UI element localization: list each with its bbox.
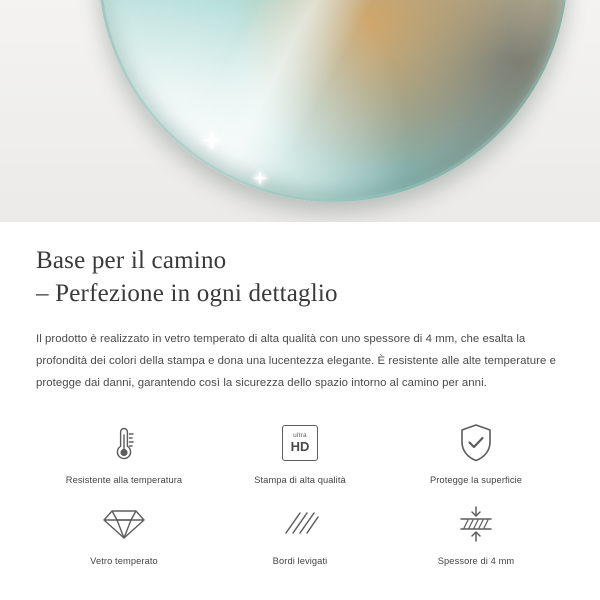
description-paragraph: Il prodotto è realizzato in vetro temperato di alta qualità con uno spessore di 4 mm, che esalta la profondità dei colori della stampa e dona una lucentezza elegante. È resistente alle alte temperature e protegge dai danni, garantendo così la sicurezza dello spazio intorno al camino per anni. <box>36 333 556 389</box>
headline-line-1: Base per il camino <box>36 247 227 274</box>
shield-check-icon <box>456 420 496 466</box>
round-glass-panel <box>98 0 568 202</box>
feature-item-thickness <box>388 501 564 566</box>
feature-item-tempered-glass <box>36 501 212 566</box>
diamond-icon <box>103 501 145 547</box>
thermometer-icon <box>105 420 143 466</box>
feature-item-print-quality <box>212 420 388 485</box>
feature-item-polished-edges <box>212 501 388 566</box>
feature-label: Spessore di 4 mm <box>437 556 515 566</box>
feature-grid <box>36 420 564 566</box>
page-title <box>36 222 564 310</box>
ultra-hd-icon <box>282 420 318 466</box>
thickness-arrows-icon <box>455 501 497 547</box>
ultra-hd-badge-bottom: HD <box>290 439 310 455</box>
content-area <box>0 222 600 566</box>
hero-image <box>0 0 600 222</box>
polished-edges-icon <box>280 501 320 547</box>
feature-label: Resistente alla temperatura <box>65 475 183 485</box>
feature-label: Stampa di alta qualità <box>254 475 346 485</box>
feature-item-surface-protection <box>388 420 564 485</box>
ultra-hd-badge-top: ultra <box>293 431 307 439</box>
feature-label: Vetro temperato <box>90 556 158 566</box>
feature-label: Protegge la superficie <box>429 475 523 485</box>
headline-line-2: – Perfezione in ogni dettaglio <box>36 280 338 307</box>
feature-item-temperature-resistant <box>36 420 212 485</box>
feature-label: Bordi levigati <box>272 556 328 566</box>
